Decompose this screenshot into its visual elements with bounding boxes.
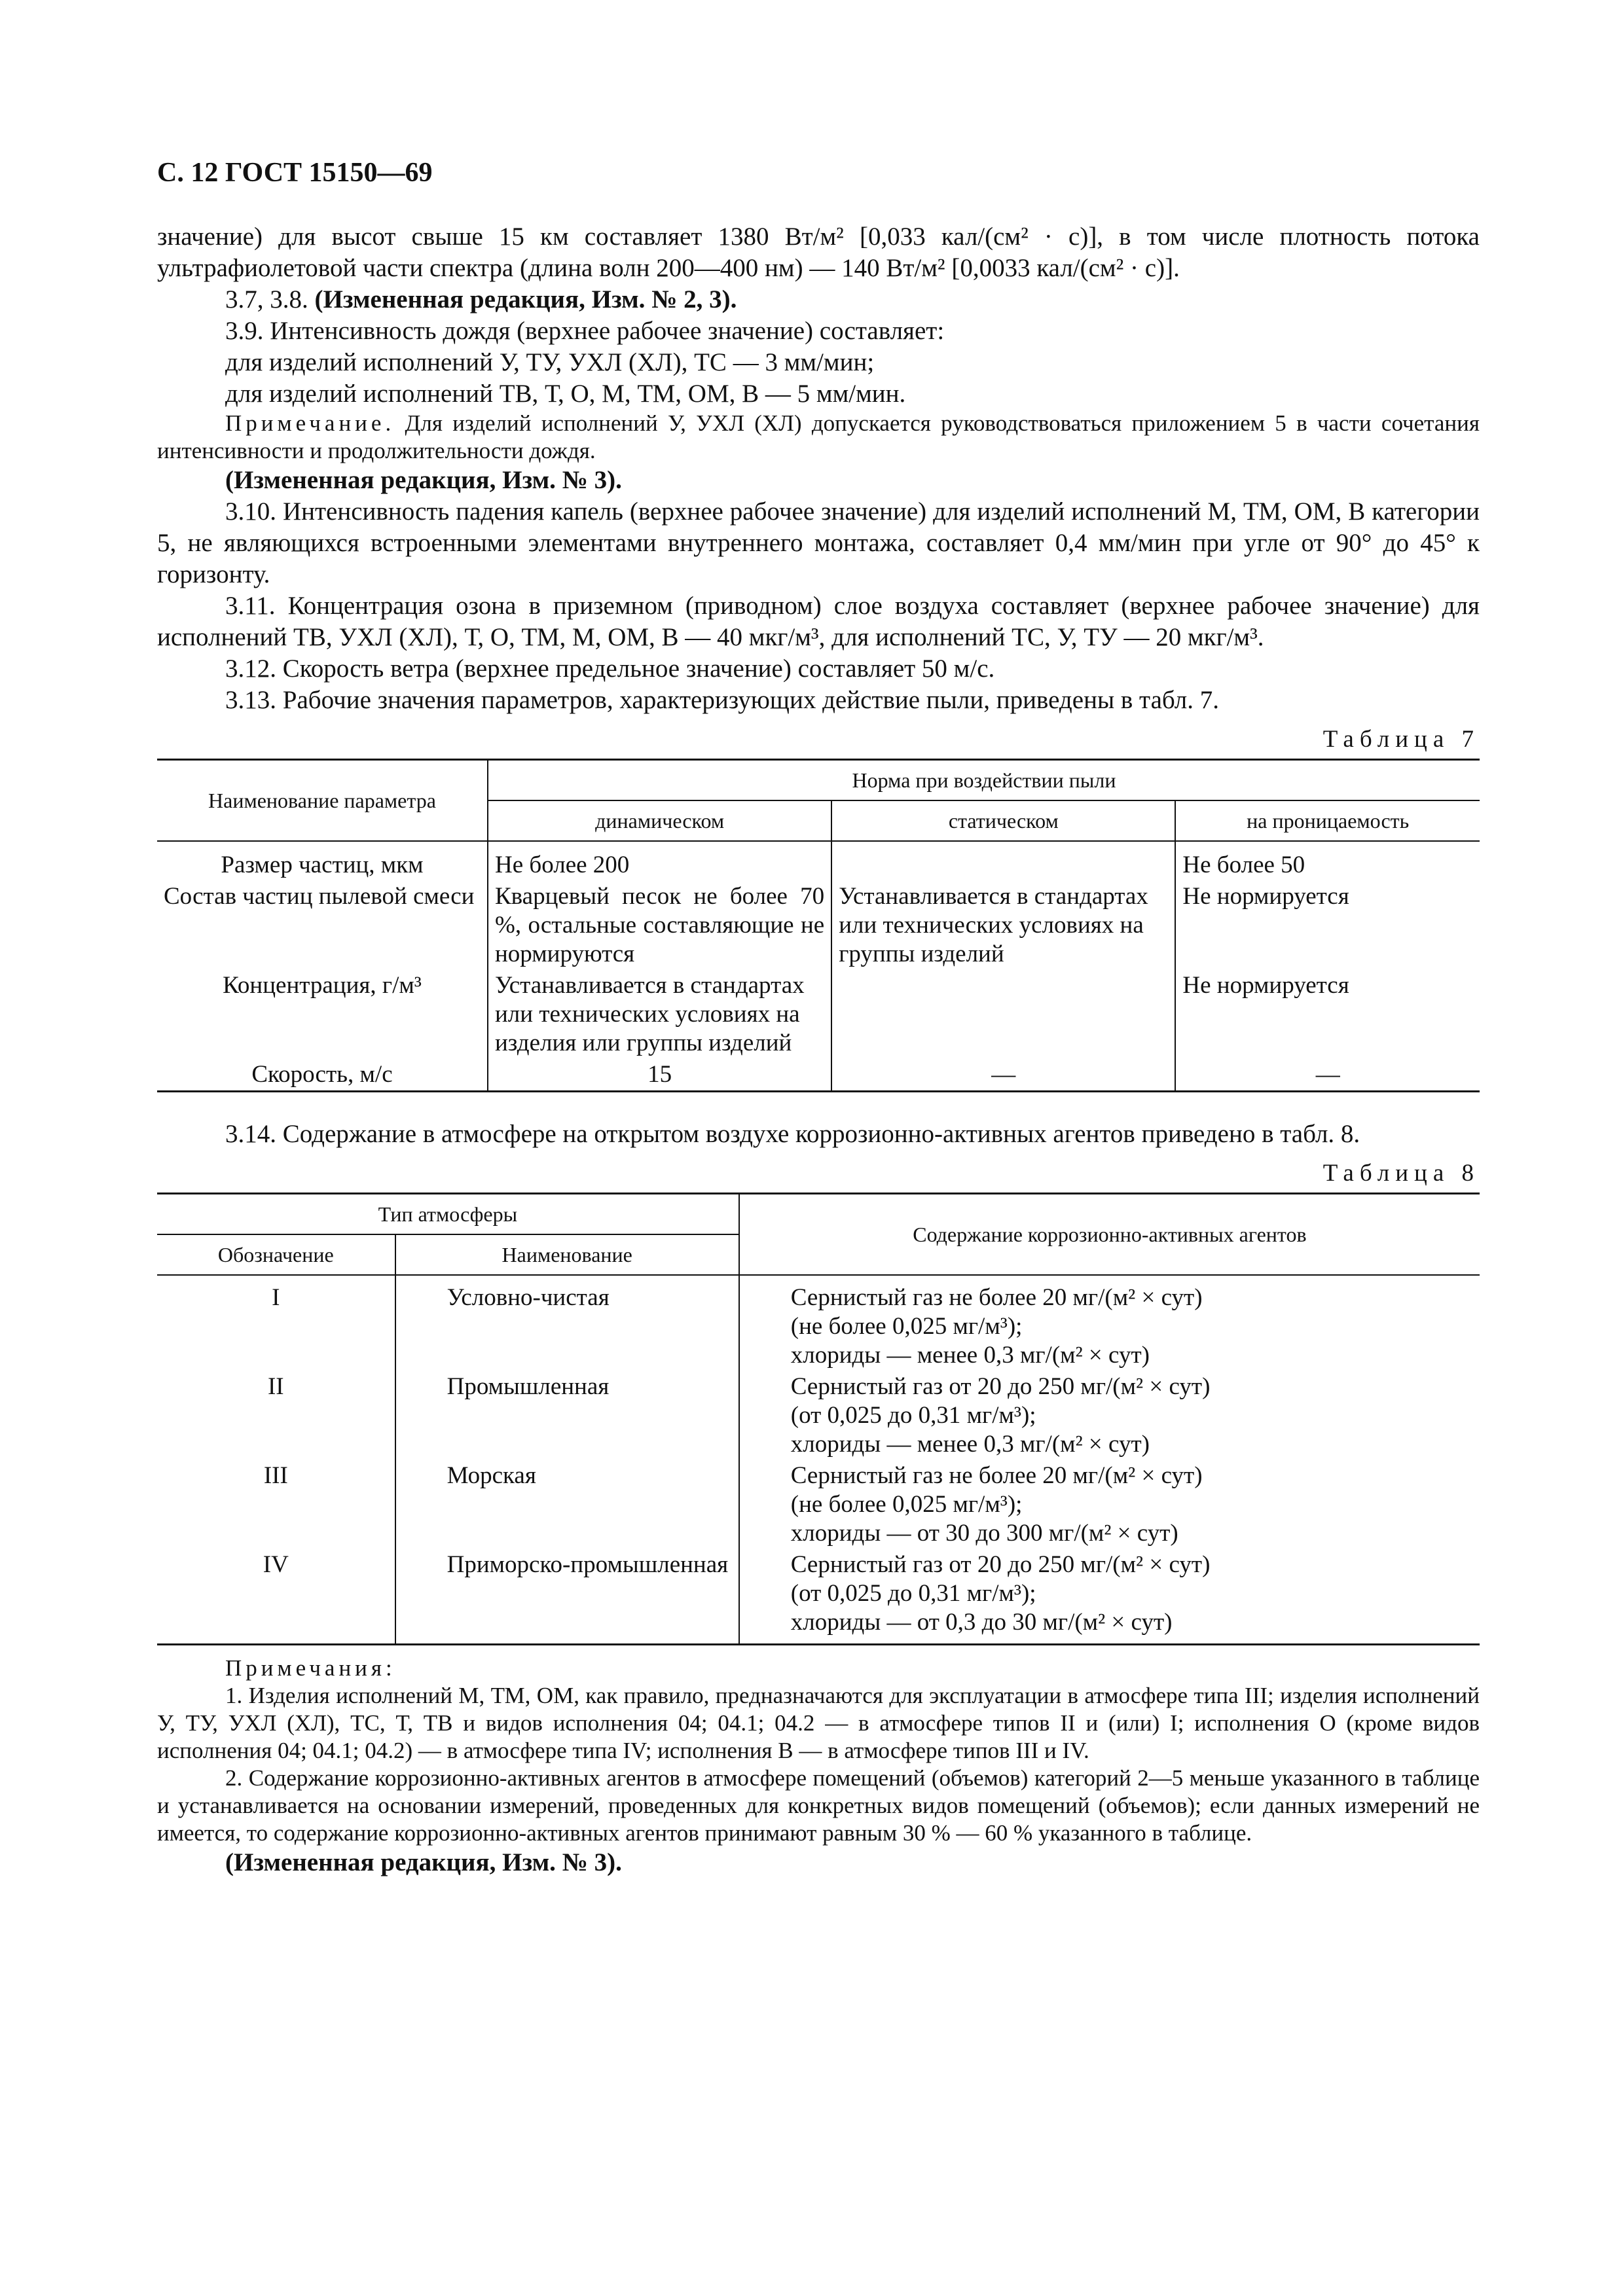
table-8: [157, 1193, 1480, 1645]
table-cell: [831, 970, 1175, 1059]
table-cell: Промышленная: [395, 1371, 739, 1460]
paragraph-3-9-b: для изделий исполнений ТВ, Т, О, М, ТМ, ОМ, В — 5 мм/мин.: [225, 380, 906, 408]
content-line: (от 0,025 до 0,31 мг/м³);: [790, 1402, 1036, 1429]
paragraph-continuation: значение) для высот свыше 15 км составляет 1380 Вт/м² [0,033 кал/(см² · с)], в том числе плотность потока ультрафиолетовой части спектра (длина волн 200—400 нм) — 140 Вт/м² [0,0033 кал/(см² · с)].: [157, 223, 1480, 282]
revision-note: (Измененная редакция, Изм. № 3).: [225, 466, 622, 494]
table-cell: Устанавливается в стандартах или технических условиях на группы изделий: [831, 881, 1175, 970]
table-7: [157, 759, 1480, 1092]
table-row: [157, 881, 1480, 970]
content-line: хлориды — менее 0,3 мг/(м² × сут): [790, 1342, 1150, 1369]
paragraph-3-12: 3.12. Скорость ветра (верхнее предельное значение) составляет 50 м/с.: [225, 655, 995, 683]
table-row: [157, 1059, 1480, 1092]
paragraph-3-7-3-8: [157, 284, 1480, 315]
note-3-9: [157, 410, 1480, 465]
notes-label: Примечания:: [225, 1655, 396, 1681]
table-row: [157, 841, 1480, 881]
document-page: [157, 157, 1480, 1878]
note-text: Для изделий исполнений У, УХЛ (ХЛ) допускается руководствоваться приложением 5 в части сочетания интенсивности и продолжительности дождя.: [157, 410, 1480, 463]
paragraph-3-9: 3.9. Интенсивность дождя (верхнее рабочее значение) составляет:: [225, 317, 945, 345]
table-cell: [831, 841, 1175, 881]
table-cell: Не нормируется: [1175, 970, 1480, 1059]
table-cell: Устанавливается в стандартах или технических условиях на изделия или группы изделий: [488, 970, 831, 1059]
paragraph-3-9-a: для изделий исполнений У, ТУ, УХЛ (ХЛ), ТС — 3 мм/мин;: [225, 348, 875, 376]
table-cell: [739, 1549, 1480, 1645]
column-header-designation: Обозначение: [157, 1234, 395, 1275]
note-2: 2. Содержание коррозионно-активных агентов в атмосфере помещений (объемов) категорий 2—5 меньше указанного в таблице и устанавливается на основании измерений, проведенных для конкретных видов помещений (объемов); если данных измерений не имеется, то содержание коррозионно-активных агентов принимают равным 30 % — 60 % указанного в таблице.: [157, 1765, 1480, 1846]
table-cell: Не нормируется: [1175, 881, 1480, 970]
table-8-caption: Таблица 8: [1322, 1160, 1480, 1187]
table-row: [157, 970, 1480, 1059]
table-cell: Не более 50: [1175, 841, 1480, 881]
table-cell: Скорость, м/с: [251, 1061, 393, 1088]
revision-note: (Измененная редакция, Изм. № 3).: [225, 1848, 622, 1876]
table-cell: Не более 200: [488, 841, 831, 881]
note-1: 1. Изделия исполнений М, ТМ, ОМ, как правило, предназначаются для эксплуатации в атмосфере типа III; изделия исполнений У, ТУ, УХЛ (ХЛ), ТС, Т, ТВ и видов исполнения 04; 04.1; 04.2 — в атмосфере типов II и (или) I; исполнения О (кроме видов исполнения 04; 04.1; 04.2) — в атмосфере типа IV; исполнения В — в атмосфере типов III и IV.: [157, 1683, 1480, 1763]
table-7-caption: Таблица 7: [1322, 726, 1480, 753]
column-header-parameter: Наименование параметра: [157, 760, 488, 842]
column-header-static: статическом: [831, 800, 1175, 841]
content-line: (не более 0,025 мг/м³);: [790, 1491, 1023, 1518]
table-cell: Концентрация, г/м³: [223, 972, 422, 999]
content-line: хлориды — менее 0,3 мг/(м² × сут): [790, 1431, 1150, 1458]
content-line: (не более 0,025 мг/м³);: [790, 1313, 1023, 1340]
table-cell: —: [1175, 1059, 1480, 1092]
content-line: Сернистый газ от 20 до 250 мг/(м² × сут): [790, 1551, 1211, 1578]
column-header-content: Содержание коррозионно-активных агентов: [739, 1194, 1480, 1276]
note-label: Примечание.: [225, 410, 395, 436]
table-cell: II: [267, 1373, 284, 1400]
page-header: С. 12 ГОСТ 15150—69: [157, 158, 433, 188]
content-line: хлориды — от 0,3 до 30 мг/(м² × сут): [790, 1609, 1173, 1636]
column-header-permeability: на проницаемость: [1175, 800, 1480, 841]
paragraph-3-13: 3.13. Рабочие значения параметров, характеризующих действие пыли, приведены в табл. 7.: [225, 686, 1219, 714]
table-cell: Приморско-промышленная: [395, 1549, 739, 1645]
table-cell: Кварцевый песок не более 70 %, остальные составляющие не нормируются: [488, 881, 831, 970]
revision-note: (Измененная редакция, Изм. № 2, 3).: [314, 285, 737, 314]
content-line: Сернистый газ от 20 до 250 мг/(м² × сут): [790, 1373, 1211, 1400]
clause-number: 3.7, 3.8.: [225, 285, 308, 314]
content-line: Сернистый газ не более 20 мг/(м² × сут): [790, 1284, 1203, 1311]
column-header-name: Наименование: [395, 1234, 739, 1275]
paragraph-3-11: 3.11. Концентрация озона в приземном (приводном) слое воздуха составляет (верхнее рабочее значение) для исполнений ТВ, УХЛ (ХЛ), Т, О, ТМ, М, ОМ, В — 40 мкг/м³, для исполнений ТС, У, ТУ — 20 мкг/м³.: [157, 592, 1480, 651]
paragraph-3-14: 3.14. Содержание в атмосфере на открытом воздухе коррозионно-активных агентов приведено в табл. 8.: [225, 1120, 1360, 1148]
table-row: [157, 1549, 1480, 1645]
paragraph-3-10: 3.10. Интенсивность падения капель (верхнее рабочее значение) для изделий исполнений М, ТМ, ОМ, В категории 5, не являющихся встроенными элементами внутреннего монтажа, составляет 0,4 мм/мин при угле от 90° до 45° к горизонту.: [157, 497, 1480, 588]
table-cell: [739, 1275, 1480, 1371]
column-header-dynamic: динамическом: [488, 800, 831, 841]
content-line: (от 0,025 до 0,31 мг/м³);: [790, 1580, 1036, 1607]
table-cell: [739, 1460, 1480, 1549]
table-cell: I: [272, 1284, 280, 1311]
table-cell: IV: [263, 1551, 289, 1578]
table-cell: [739, 1371, 1480, 1460]
table-cell: Размер частиц, мкм: [221, 852, 424, 878]
table-cell: Состав частиц пылевой смеси: [164, 883, 475, 910]
table-row: [157, 1371, 1480, 1460]
table-cell: Условно-чистая: [395, 1275, 739, 1371]
table-cell: —: [831, 1059, 1175, 1092]
table-row: [157, 1275, 1480, 1371]
column-header-atmosphere-type: Тип атмосферы: [157, 1194, 739, 1235]
table-cell: 15: [488, 1059, 831, 1092]
table-row: [157, 1460, 1480, 1549]
table-cell: Морская: [395, 1460, 739, 1549]
column-header-norm: Норма при воздействии пыли: [488, 760, 1480, 801]
content-line: хлориды — от 30 до 300 мг/(м² × сут): [790, 1520, 1178, 1547]
table-cell: III: [263, 1462, 288, 1489]
content-line: Сернистый газ не более 20 мг/(м² × сут): [790, 1462, 1203, 1489]
